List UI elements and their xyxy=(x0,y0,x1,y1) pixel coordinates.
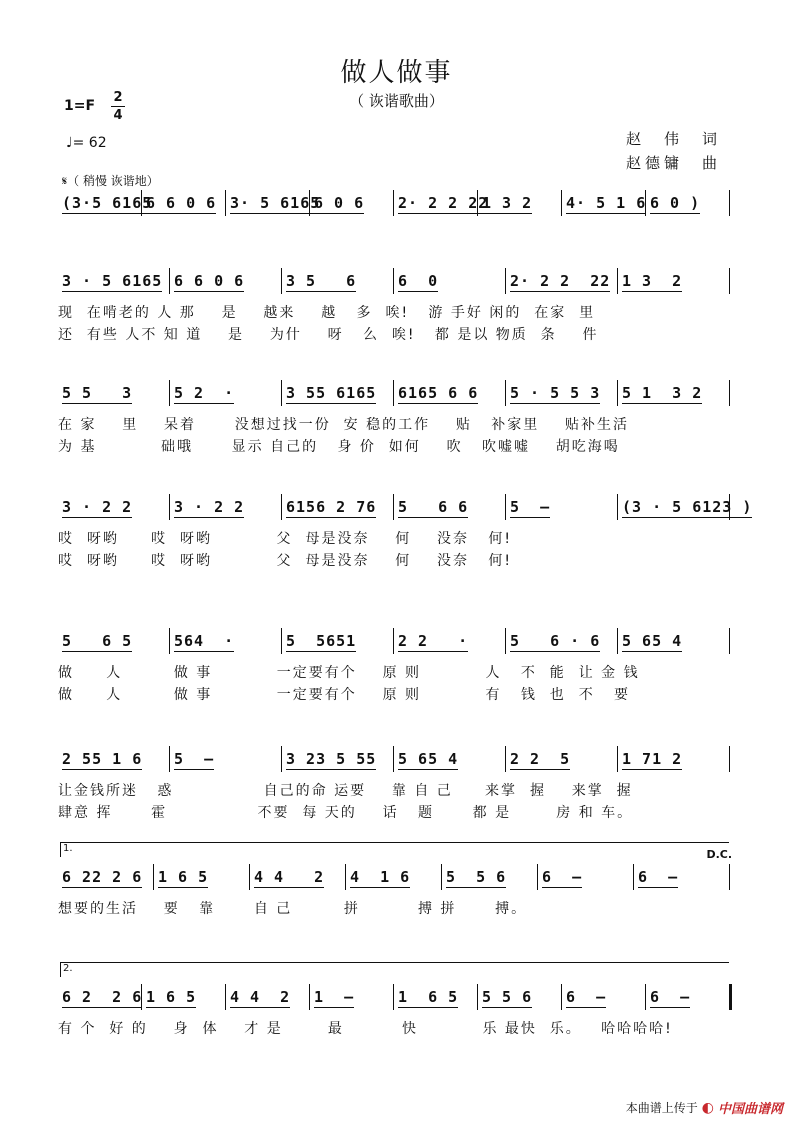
measure xyxy=(62,628,166,656)
barline xyxy=(249,864,250,890)
measure xyxy=(566,190,647,218)
barline xyxy=(561,984,562,1010)
measure xyxy=(622,628,726,656)
barline xyxy=(617,268,618,294)
measure xyxy=(398,494,502,522)
barline xyxy=(169,494,170,520)
footer-text: 本曲谱上传于 xyxy=(625,1101,698,1115)
lyric-line-2: 做 人 做 事 一定要有个 原 则 有 钱 也 不 要 xyxy=(58,687,631,703)
measure-notes: 3 · 2 2 xyxy=(174,498,245,516)
measure xyxy=(398,380,502,408)
barline xyxy=(393,268,394,294)
barline xyxy=(617,380,618,406)
measure xyxy=(510,268,614,296)
measure xyxy=(230,984,306,1012)
measure xyxy=(174,494,278,522)
measure xyxy=(174,268,278,296)
score-title: 做人做事 xyxy=(340,58,453,88)
measure xyxy=(398,628,502,656)
barline xyxy=(225,984,226,1010)
lyric-line-1: 在 家 里 呆着 没想过找一份 安 稳的工作 贴 补家里 贴补生活 xyxy=(58,417,630,433)
measure-notes: 5 – xyxy=(174,750,215,768)
measure-notes: (3·5 6165 xyxy=(62,194,153,212)
barline xyxy=(729,380,730,406)
measure-notes: 6 0 xyxy=(398,272,439,290)
measure-notes: 5 6 6 xyxy=(398,498,469,516)
barline xyxy=(537,864,538,890)
measure-notes: 6 0 6 xyxy=(314,194,365,212)
measure xyxy=(650,190,726,218)
measure xyxy=(62,380,166,408)
measure-notes: 6 – xyxy=(650,988,691,1006)
barline xyxy=(281,628,282,654)
measure-notes: 6 0 ) xyxy=(650,194,701,212)
measure xyxy=(286,494,390,522)
barline xyxy=(281,380,282,406)
barline xyxy=(345,864,346,890)
composer-credit: 赵德镛 曲 xyxy=(625,154,721,172)
measure-notes: 6 – xyxy=(542,868,583,886)
measure xyxy=(510,380,614,408)
expression-marking: 𝄋（ 稍慢 诙谐地） xyxy=(62,174,159,188)
time-signature xyxy=(111,90,125,123)
time-signature-bottom: 4 xyxy=(113,108,123,123)
measure xyxy=(510,628,614,656)
measure-notes: 1 6 5 xyxy=(398,988,459,1006)
measure-notes: 4 4 2 xyxy=(230,988,291,1006)
measure-notes: 1 – xyxy=(314,988,355,1006)
measure xyxy=(174,380,278,408)
barline xyxy=(393,494,394,520)
measure-notes: 1 6 5 xyxy=(158,868,209,886)
measure-notes: 5 5 6 xyxy=(446,868,507,886)
volta-bracket: 2. xyxy=(60,962,729,977)
measure xyxy=(254,864,342,892)
measure-notes: 5 6 5 xyxy=(62,632,133,650)
measure-notes: 6156 2 76 xyxy=(286,498,377,516)
lyric-line-1: 想要的生活 要 靠 自 己 拼 搏 拼 搏。 xyxy=(58,901,528,917)
measure-notes: 3 55 6165 xyxy=(286,384,377,402)
barline xyxy=(281,746,282,772)
barline xyxy=(141,984,142,1010)
barline xyxy=(561,190,562,216)
measure xyxy=(62,190,153,218)
barline xyxy=(617,628,618,654)
measure-notes: 6 6 0 6 xyxy=(146,194,217,212)
barline xyxy=(393,190,394,216)
measure-notes: 2 2 · xyxy=(398,632,469,650)
measure-notes: 6 – xyxy=(638,868,679,886)
barline xyxy=(141,190,142,216)
da-capo-marking: D.C. xyxy=(706,848,732,861)
site-logo-text[interactable]: 中国曲谱网 xyxy=(717,1102,783,1117)
barline xyxy=(393,380,394,406)
measure-notes: 5 1 3 2 xyxy=(622,384,703,402)
measure xyxy=(286,746,390,774)
barline xyxy=(393,984,394,1010)
measure-notes: 6 2 2 6 xyxy=(62,988,143,1006)
lyric-line-2: 哎 呀哟 哎 呀哟 父 母是没奈 何 没奈 何! xyxy=(58,553,513,569)
measure xyxy=(510,746,614,774)
measure xyxy=(314,190,390,218)
barline xyxy=(633,864,634,890)
measure xyxy=(482,190,558,218)
tempo-marking: ♩= 62 xyxy=(66,135,107,151)
measure-notes: 4 4 2 xyxy=(254,868,325,886)
measure xyxy=(446,864,534,892)
barline xyxy=(393,746,394,772)
measure-notes: 5 5 6 xyxy=(482,988,533,1006)
measure-notes: 6 6 0 6 xyxy=(174,272,245,290)
measure-notes: 1 3 2 xyxy=(622,272,683,290)
measure-notes: 5 – xyxy=(510,498,551,516)
measure xyxy=(158,864,246,892)
measure-notes: (3 · 5 6123 ) xyxy=(622,498,753,516)
measure xyxy=(286,380,390,408)
barline xyxy=(729,494,730,520)
barline xyxy=(505,268,506,294)
measure-notes: 5 65 4 xyxy=(622,632,683,650)
measure-notes: 5 2 · xyxy=(174,384,235,402)
measure-notes: 6 22 2 6 xyxy=(62,868,143,886)
barline xyxy=(729,864,730,890)
time-signature-top: 2 xyxy=(113,90,123,105)
barline xyxy=(281,268,282,294)
barline xyxy=(617,746,618,772)
barline xyxy=(169,380,170,406)
measure-notes: 4· 5 1 6 xyxy=(566,194,647,212)
measure xyxy=(146,190,222,218)
measure-notes: 6 – xyxy=(566,988,607,1006)
barline xyxy=(729,746,730,772)
barline xyxy=(169,268,170,294)
measure xyxy=(398,746,502,774)
lyric-line-1: 做 人 做 事 一定要有个 原 则 人 不 能 让 金 钱 xyxy=(58,665,640,681)
measure xyxy=(62,268,166,296)
barline xyxy=(281,494,282,520)
measure xyxy=(510,494,614,522)
measure xyxy=(622,380,726,408)
measure xyxy=(398,190,489,218)
measure xyxy=(230,190,321,218)
measure xyxy=(174,628,278,656)
measure xyxy=(398,268,502,296)
lyric-line-1: 哎 呀哟 哎 呀哟 父 母是没奈 何 没奈 何! xyxy=(58,531,513,547)
barline xyxy=(309,984,310,1010)
measure xyxy=(398,984,474,1012)
measure xyxy=(62,864,150,892)
lyricist-credit: 赵 伟 词 xyxy=(625,130,721,148)
barline xyxy=(505,380,506,406)
measure-notes: 3 · 2 2 xyxy=(62,498,133,516)
footer xyxy=(626,1098,783,1117)
measure xyxy=(622,494,753,522)
measure-notes: 5 5 3 xyxy=(62,384,133,402)
measure-notes: 2· 2 2 22 xyxy=(398,194,489,212)
measure xyxy=(62,746,166,774)
measure xyxy=(638,864,726,892)
measure-notes: 2· 2 2 22 xyxy=(510,272,611,290)
measure xyxy=(174,746,278,774)
barline xyxy=(505,628,506,654)
barline xyxy=(393,628,394,654)
score-subtitle: （ 诙谐歌曲） xyxy=(349,92,444,110)
measure xyxy=(622,268,726,296)
barline xyxy=(477,984,478,1010)
barline xyxy=(169,628,170,654)
measure-notes: 1 71 2 xyxy=(622,750,683,768)
barline xyxy=(729,268,730,294)
time-signature-divider xyxy=(111,106,125,107)
measure xyxy=(62,494,166,522)
measure-notes: 3 5 6 xyxy=(286,272,357,290)
measure xyxy=(622,746,726,774)
measure-notes: 5 · 5 5 3 xyxy=(510,384,601,402)
measure-notes: 6165 6 6 xyxy=(398,384,479,402)
lyric-line-2: 为 基 础哦 显示 自己的 身 价 如何 吹 吹嘘嘘 胡吃海喝 xyxy=(58,439,620,455)
measure xyxy=(650,984,726,1012)
key-signature: 1=F xyxy=(64,98,96,114)
barline xyxy=(729,984,732,1010)
lyric-line-2: 还 有些 人不 知 道 是 为什 呀 么 唉! 都 是以 物质 条 件 xyxy=(58,327,599,343)
measure-notes: 3 · 5 6165 xyxy=(62,272,163,290)
measure xyxy=(314,984,390,1012)
measure xyxy=(350,864,438,892)
lyric-line-1: 有 个 好 的 身 体 才 是 最 快 乐 最快 乐。 哈哈哈哈! xyxy=(58,1021,673,1037)
measure-notes: 564 · xyxy=(174,632,235,650)
measure-notes: 4 1 6 xyxy=(350,868,411,886)
barline xyxy=(729,190,730,216)
barline xyxy=(645,984,646,1010)
measure xyxy=(286,628,390,656)
barline xyxy=(505,494,506,520)
measure-notes: 3 23 5 55 xyxy=(286,750,377,768)
barline xyxy=(153,864,154,890)
measure-notes: 2 2 5 xyxy=(510,750,571,768)
measure-notes: 3· 5 6165 xyxy=(230,194,321,212)
barline xyxy=(169,746,170,772)
lyric-line-1: 现 在啃老的 人 那 是 越来 越 多 唉! 游 手好 闲的 在家 里 xyxy=(58,305,596,321)
measure-notes: 5 5651 xyxy=(286,632,357,650)
measure-notes: 2 55 1 6 xyxy=(62,750,143,768)
site-logo-icon: ◐ xyxy=(701,1099,714,1116)
measure xyxy=(482,984,558,1012)
measure-notes: 1 3 2 xyxy=(482,194,533,212)
barline xyxy=(441,864,442,890)
measure xyxy=(62,984,143,1012)
measure xyxy=(286,268,390,296)
volta-bracket: 1. xyxy=(60,842,729,857)
barline xyxy=(225,190,226,216)
barline xyxy=(309,190,310,216)
measure xyxy=(566,984,642,1012)
measure xyxy=(542,864,630,892)
measure-notes: 5 6 · 6 xyxy=(510,632,601,650)
lyric-line-1: 让金钱所迷 惑 自己的命 运要 靠 自 己 来掌 握 来掌 握 xyxy=(58,783,633,799)
barline xyxy=(729,628,730,654)
measure-notes: 5 65 4 xyxy=(398,750,459,768)
barline xyxy=(477,190,478,216)
barline xyxy=(617,494,618,520)
lyric-line-2: 肆意 挥 霍 不要 每 天的 话 题 都 是 房 和 车。 xyxy=(58,805,634,821)
barline xyxy=(505,746,506,772)
measure-notes: 1 6 5 xyxy=(146,988,197,1006)
measure xyxy=(146,984,222,1012)
barline xyxy=(645,190,646,216)
